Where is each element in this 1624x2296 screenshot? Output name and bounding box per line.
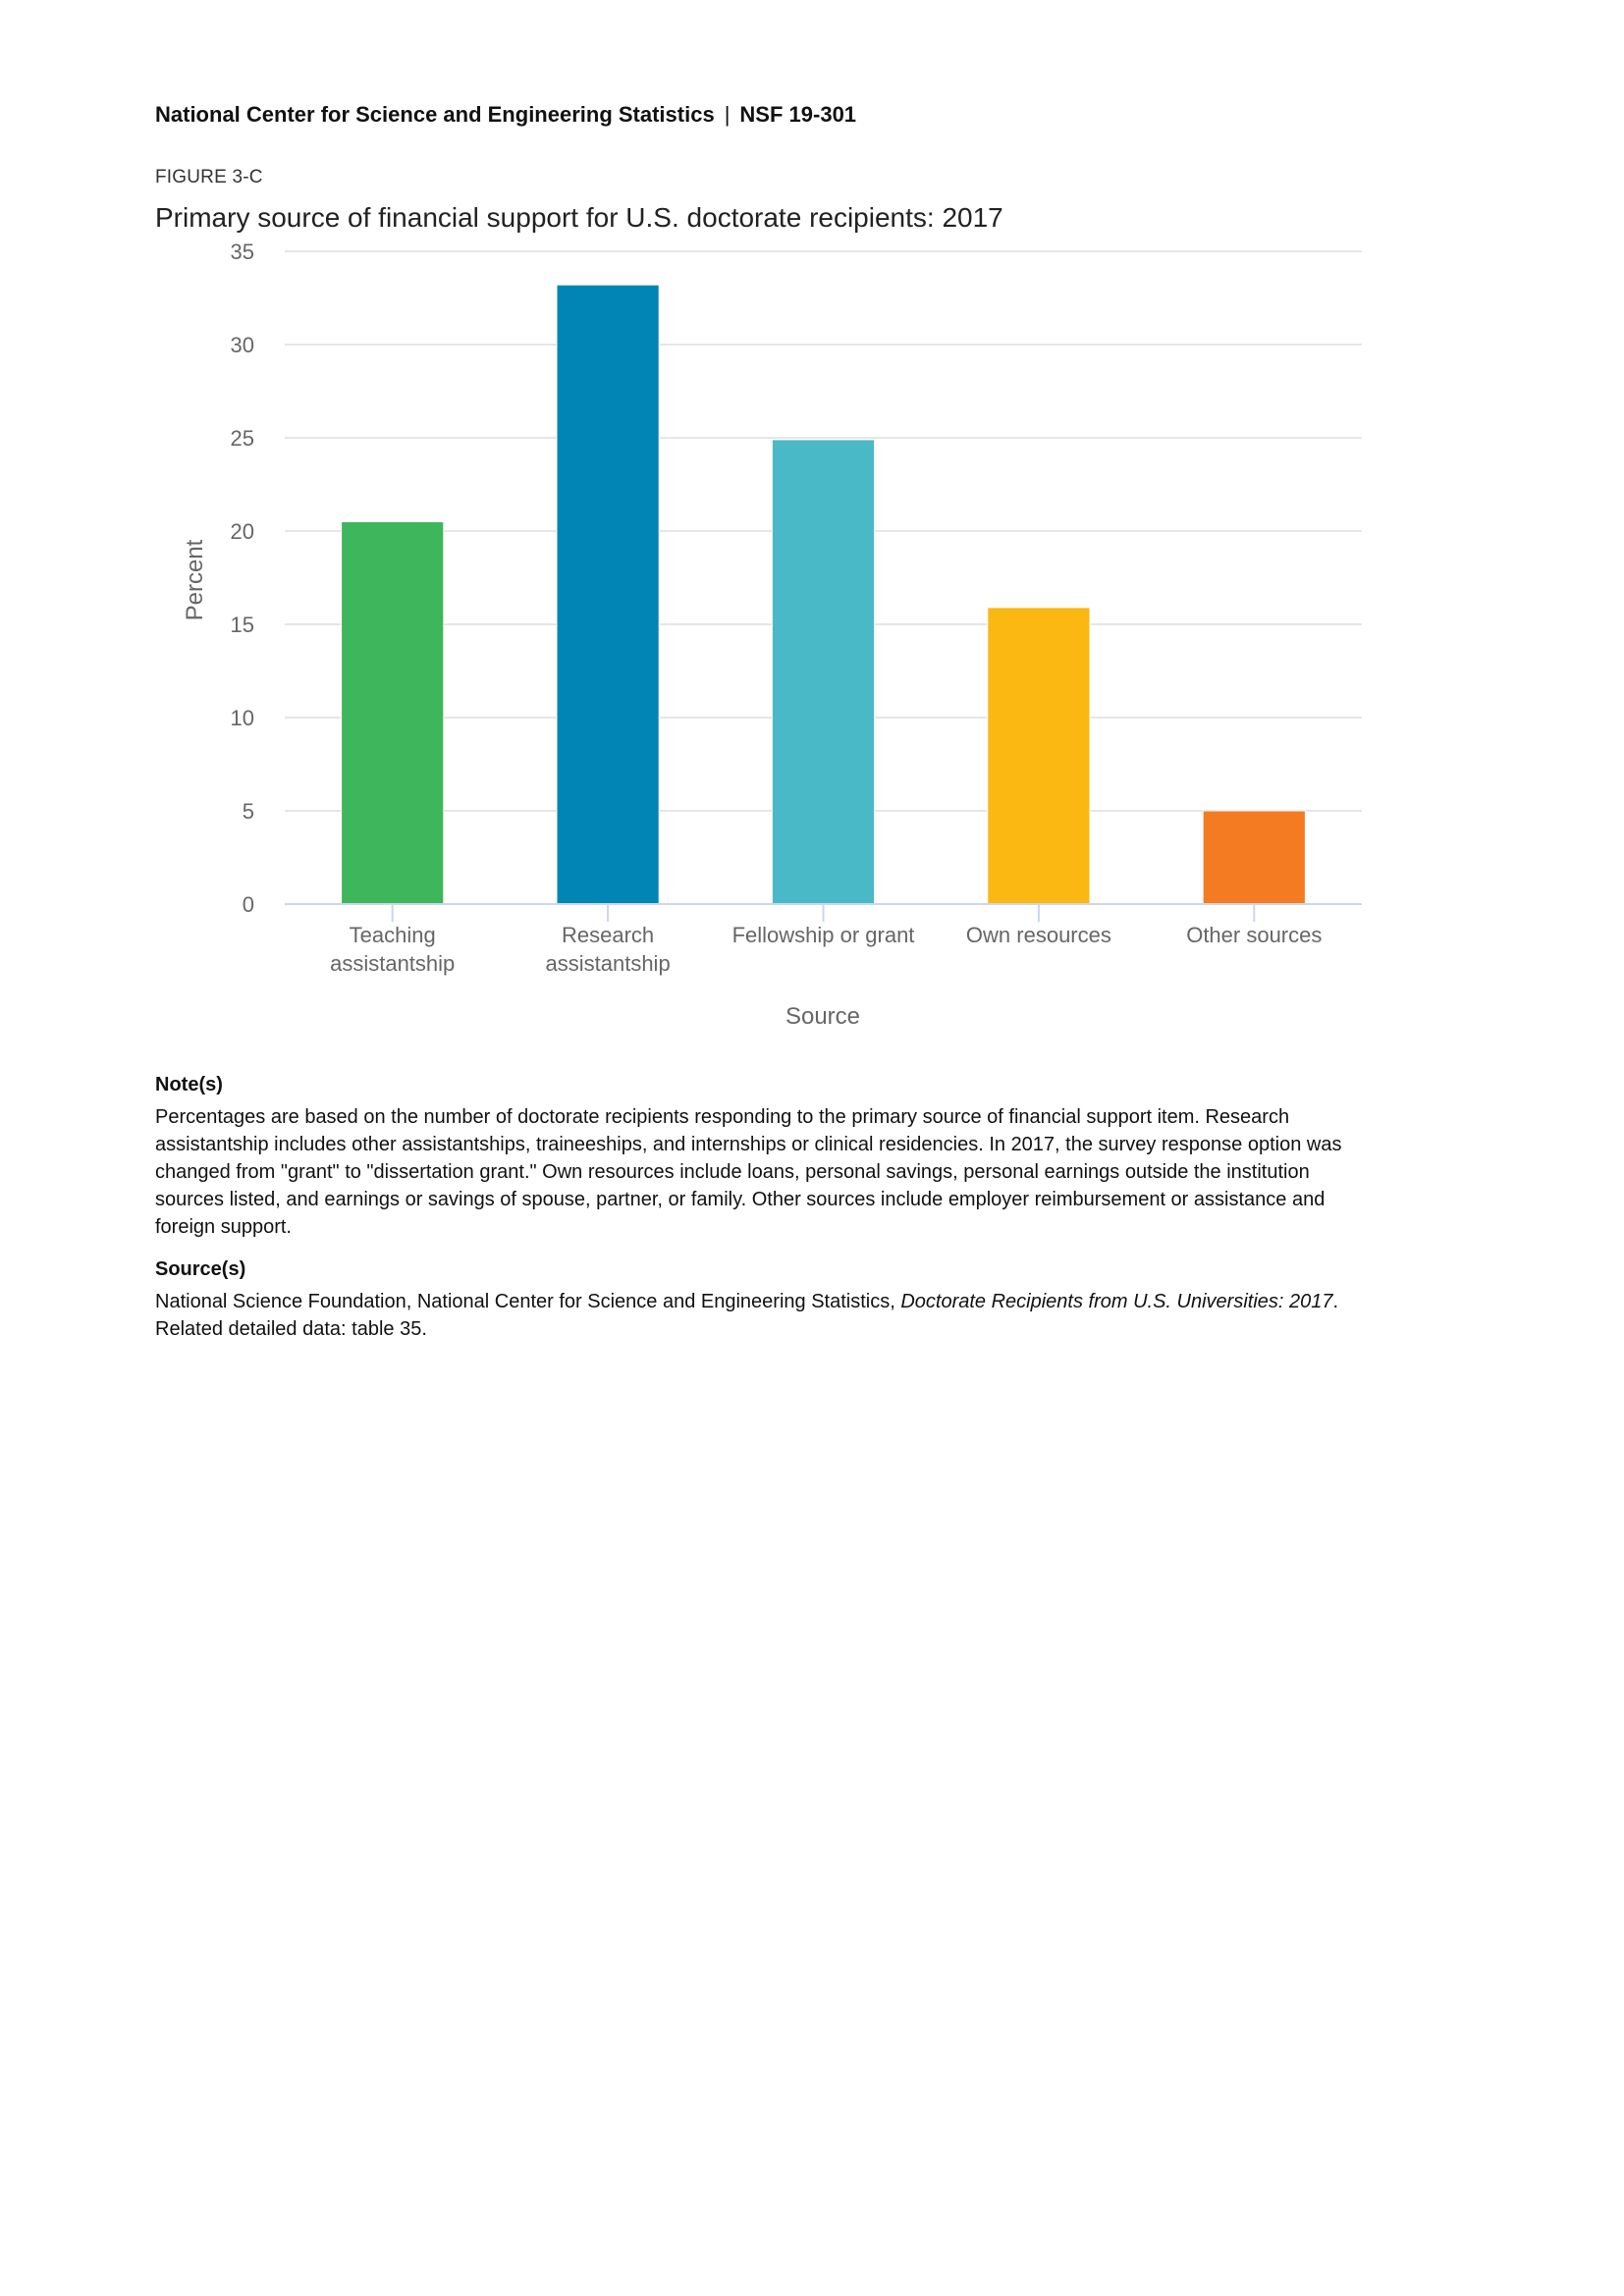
bar (557, 285, 659, 904)
sources-text (155, 1288, 1530, 1315)
x-tick-label-line: assistantship (545, 951, 671, 976)
y-tick-label: 30 (230, 333, 254, 357)
notes-heading: Note(s) (155, 1074, 223, 1095)
sources-heading: Source(s) (155, 1258, 246, 1280)
y-tick-label: 25 (230, 426, 254, 451)
x-tick-label (330, 923, 455, 976)
x-tick-label (732, 923, 915, 947)
x-tick-label (966, 923, 1111, 947)
sources-text-after: . (1332, 1291, 1339, 1312)
y-tick-label: 0 (242, 892, 254, 917)
x-tick-label-line: Teaching (349, 923, 436, 947)
x-tick-label (546, 923, 671, 976)
bar-chart (0, 236, 1624, 1041)
figure-label: FIGURE 3-C (155, 167, 263, 187)
x-tick-label-line: assistantship (330, 951, 456, 976)
x-axis-label: Source (785, 1003, 861, 1030)
x-tick-label-line: Fellowship or grant (731, 923, 915, 947)
y-tick-label: 5 (242, 799, 254, 824)
sources-related-data: Related detailed data: table 35. (155, 1318, 427, 1340)
bar (772, 440, 874, 904)
bar (342, 522, 444, 905)
x-tick-label-line: Other sources (1186, 923, 1323, 947)
x-tick-label-line: Own resources (965, 923, 1111, 947)
y-tick-label: 15 (230, 613, 254, 637)
x-tick-label (1186, 923, 1322, 947)
x-axis (285, 904, 1362, 976)
y-axis-ticks (231, 240, 254, 917)
report-header (155, 102, 856, 128)
notes-text: Percentages are based on the number of doctorate recipients responding to the primary source of financial support item. Research assistantship includes other assistantships, traineeships, and internships or clinical residencies. In 2017, the survey response option was changed from "grant" to "dissertation grant." Own resources include loans, personal savings, personal earnings outside the institution sources listed, and earnings or savings of spouse, partner, or family. Other sources include employer reimbursement or assistance and foreign support. (155, 1106, 1342, 1238)
header-separator: | (724, 102, 731, 127)
org-name: National Center for Science and Engineering Statistics (155, 102, 715, 127)
sources-text-before: National Science Foundation, National Center for Science and Engineering Statistics, (155, 1291, 901, 1312)
x-tick-label-line: Research (562, 923, 655, 947)
y-tick-label: 10 (230, 706, 254, 730)
y-axis-label: Percent (182, 539, 208, 621)
bar (988, 608, 1090, 904)
notes-section (155, 1072, 1373, 1241)
y-tick-label: 20 (230, 519, 254, 544)
report-id: NSF 19-301 (739, 102, 857, 127)
bar (1203, 811, 1305, 904)
figure-title: Primary source of financial support for U.S. doctorate recipients: 2017 (155, 202, 1003, 233)
sources-section (155, 1256, 1530, 1343)
y-tick-label: 35 (230, 240, 254, 264)
sources-publication-title: Doctorate Recipients from U.S. Universities: 2017 (900, 1291, 1333, 1312)
